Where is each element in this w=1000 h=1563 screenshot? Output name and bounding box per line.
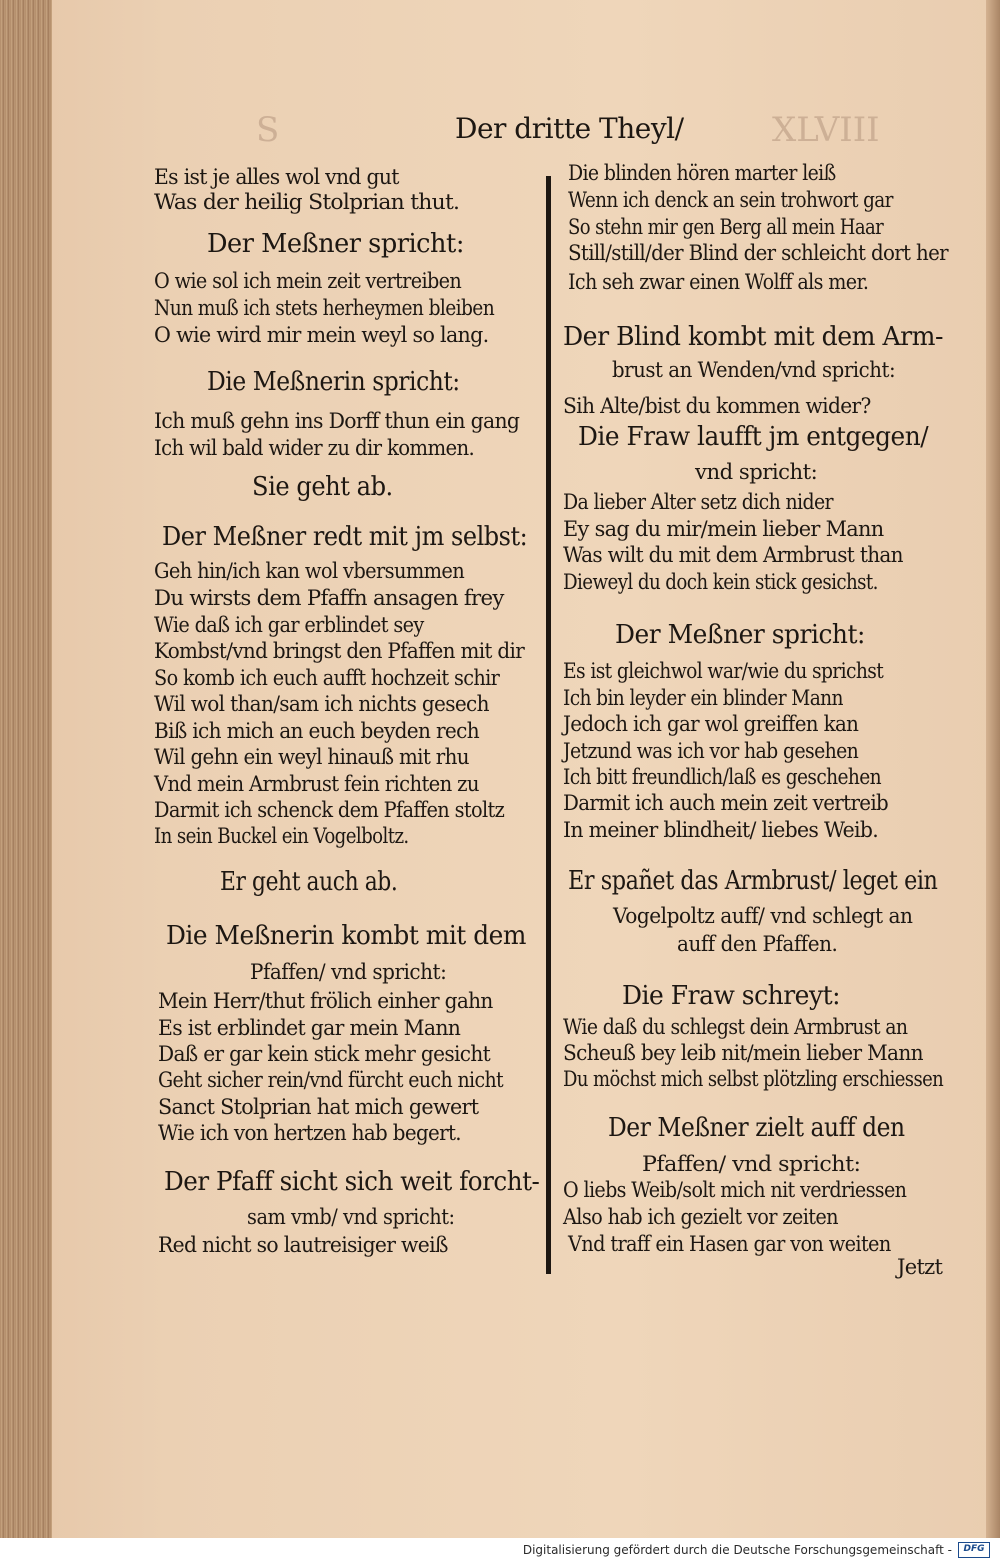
left-verse-line: So komb ich euch aufft hochzeit schir [154, 666, 500, 690]
right-verse-line: So stehn mir gen Berg all mein Haar [568, 215, 884, 239]
right-verse-line: O liebs Weib/solt mich nit verdriessen [563, 1178, 907, 1202]
right-verse-line: Ich seh zwar einen Wolff als mer. [568, 270, 869, 294]
right-stage-direction: Vogelpoltz auff/ vnd schlegt an [613, 904, 913, 928]
right-stage-direction: brust an Wenden/vnd spricht: [612, 358, 896, 382]
left-stage-direction: sam vmb/ vnd spricht: [247, 1205, 455, 1229]
right-verse-line: Sih Alte/bist du kommen wider? [563, 394, 871, 418]
right-stage-direction: Pfaffen/ vnd spricht: [642, 1152, 861, 1176]
right-verse-line: Wie daß du schlegst dein Armbrust an [563, 1015, 908, 1039]
left-verse-line: Du wirsts dem Pfaffn ansagen frey [154, 586, 504, 610]
right-stage-direction: Die Fraw schreyt: [622, 981, 841, 1011]
left-verse-line: Es ist erblindet gar mein Mann [158, 1016, 461, 1040]
running-title: Der dritte Theyl/ [455, 112, 684, 145]
left-stage-direction: Der Pfaff sicht sich weit forcht- [164, 1167, 540, 1197]
bleed-through-folio: XLVIII [772, 110, 880, 150]
right-verse-line: Es ist gleichwol war/wie du sprichst [563, 659, 884, 683]
right-verse-line: Ich bin leyder ein blinder Mann [563, 686, 843, 710]
left-stage-direction: Sie geht ab. [252, 472, 393, 502]
left-stage-direction: Pfaffen/ vnd spricht: [250, 960, 447, 984]
left-verse-line: Kombst/vnd bringst den Pfaffen mit dir [154, 639, 525, 663]
digitization-footer [0, 1538, 1000, 1563]
right-stage-direction: vnd spricht: [695, 460, 818, 484]
left-verse-line: Es ist je alles wol vnd gut [154, 165, 399, 189]
right-stage-direction: Er spañet das Armbrust/ leget ein [568, 866, 938, 896]
left-stage-direction: Die Meßnerin spricht: [207, 367, 460, 397]
left-verse-line: Ich muß gehn ins Dorff thun ein gang [154, 409, 520, 433]
right-stage-direction: Der Blind kombt mit dem Arm- [563, 322, 944, 352]
left-verse-line: Wie daß ich gar erblindet sey [154, 613, 424, 637]
left-verse-line: Nun muß ich stets herheymen bleiben [154, 296, 495, 320]
left-verse-line: Geht sicher rein/vnd fürcht euch nicht [158, 1068, 504, 1092]
right-verse-line: Da lieber Alter setz dich nider [563, 490, 833, 514]
right-verse-line: In meiner blindheit/ liebes Weib. [563, 818, 879, 842]
right-verse-line: Wenn ich denck an sein trohwort gar [568, 188, 893, 212]
left-verse-line: Was der heilig Stolprian thut. [154, 190, 460, 214]
left-verse-line: Wie ich von hertzen hab begert. [158, 1121, 461, 1145]
book-page-edges [0, 0, 52, 1538]
right-verse-line: Scheuß bey leib nit/mein lieber Mann [563, 1041, 923, 1065]
left-verse-line: Red nicht so lautreisiger weiß [158, 1233, 448, 1257]
footer-credit: Digitalisierung gefördert durch die Deutsche Forschungsgemeinschaft - [522, 1543, 952, 1557]
right-verse-line: Darmit ich auch mein zeit vertreib [563, 791, 889, 815]
right-verse-line: Die blinden hören marter leiß [568, 161, 836, 185]
left-stage-direction: Der Meßner redt mit jm selbst: [162, 522, 528, 552]
right-stage-direction: auff den Pfaffen. [677, 932, 838, 956]
left-verse-line: Ich wil bald wider zu dir kommen. [154, 436, 475, 460]
catchword: Jetzt [897, 1255, 943, 1279]
left-verse-line: Mein Herr/thut frölich einher gahn [158, 989, 493, 1013]
left-verse-line: Darmit ich schenck dem Pfaffen stoltz [154, 798, 505, 822]
left-stage-direction: Er geht auch ab. [220, 867, 398, 897]
left-verse-line: Biß ich mich an euch beyden rech [154, 719, 479, 743]
left-verse-line: Vnd mein Armbrust fein richten zu [154, 772, 479, 796]
left-stage-direction: Der Meßner spricht: [207, 229, 464, 259]
left-verse-line: Sanct Stolprian hat mich gewert [158, 1095, 479, 1119]
left-verse-line: Daß er gar kein stick mehr gesicht [158, 1042, 491, 1066]
right-verse-line: Was wilt du mit dem Armbrust than [563, 543, 903, 567]
left-verse-line: O wie wird mir mein weyl so lang. [154, 323, 489, 347]
right-verse-line: Jedoch ich gar wol greiffen kan [563, 712, 859, 736]
left-verse-line: In sein Buckel ein Vogelboltz. [154, 824, 409, 848]
right-verse-line: Dieweyl du doch kein stick gesichst. [563, 570, 878, 594]
right-verse-line: Still/still/der Blind der schleicht dort her [568, 241, 948, 265]
left-verse-line: Wil gehn ein weyl hinauß mit rhu [154, 745, 469, 769]
left-stage-direction: Die Meßnerin kombt mit dem [166, 921, 526, 951]
dfg-logo: DFG [958, 1542, 990, 1558]
right-verse-line: Ich bitt freundlich/laß es geschehen [563, 765, 882, 789]
right-verse-line: Du möchst mich selbst plötzling erschiessen [563, 1067, 944, 1091]
right-verse-line: Also hab ich gezielt vor zeiten [563, 1205, 838, 1229]
left-verse-line: O wie sol ich mein zeit vertreiben [154, 269, 462, 293]
right-stage-direction: Der Meßner spricht: [615, 620, 865, 650]
bleed-through-letter: S [256, 110, 280, 150]
right-verse-line: Ey sag du mir/mein lieber Mann [563, 517, 884, 541]
right-stage-direction: Die Fraw laufft jm entgegen/ [578, 422, 929, 452]
right-verse-line: Jetzund was ich vor hab gesehen [563, 739, 859, 763]
right-verse-line: Vnd traff ein Hasen gar von weiten [568, 1232, 891, 1256]
left-verse-line: Geh hin/ich kan wol vbersummen [154, 559, 465, 583]
column-rule [546, 176, 551, 1274]
right-stage-direction: Der Meßner zielt auff den [608, 1113, 905, 1143]
book-gutter-shadow [986, 0, 1000, 1538]
left-verse-line: Wil wol than/sam ich nichts gesech [154, 692, 489, 716]
